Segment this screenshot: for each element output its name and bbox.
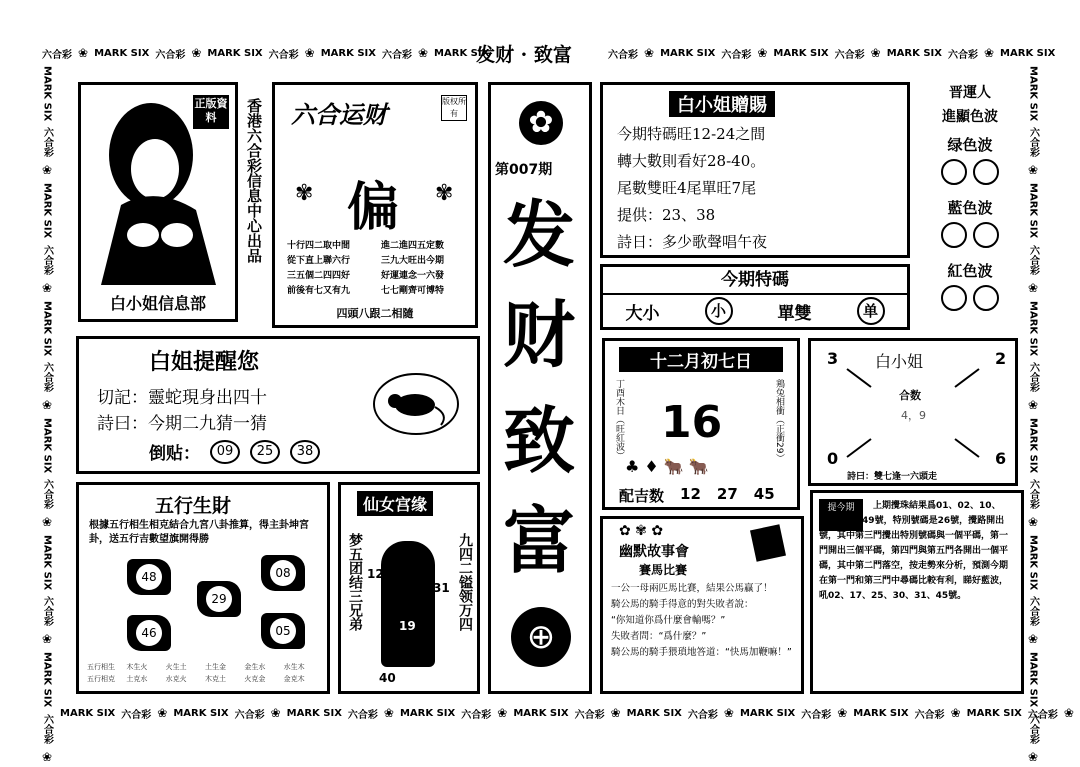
green-circle [973, 159, 999, 185]
compass-tr: 2 [995, 349, 1007, 368]
center-column [488, 82, 592, 694]
fairy-right-vert: 九四二镒领万四 [457, 533, 473, 631]
blue-circle [973, 222, 999, 248]
animal-icons: ♣ ♦ 🐂 🐂 [625, 457, 709, 476]
center-char-cai: 财 [503, 292, 576, 377]
fairy-num-3: 19 [399, 619, 416, 633]
swirl-right-icon: ✾ [435, 181, 454, 206]
green-circle [941, 159, 967, 185]
authentic-badge: 正版資料 [193, 95, 229, 129]
wuxing-flag: 46 [127, 615, 171, 651]
date-right-vert: 鶏兔相衝（正衝29） [774, 379, 784, 463]
odd-value: 单 [857, 297, 885, 325]
date-title: 十二月初七日 [619, 347, 783, 372]
date-panel [602, 338, 800, 510]
book-icon [750, 524, 786, 562]
fairy-panel [338, 482, 480, 694]
liuhe-footer: 四頭八跟二相隨 [336, 307, 414, 320]
hk-center-vertical: 香港六合彩信息中心出品 [245, 98, 263, 263]
story-body: 一公一母兩匹馬比賽，結果公馬贏了！ 騎公馬的騎手得意的對失敗者說： “你知道你爲什麼會輸嗎？” 失敗者問：“爲什麼？” 騎公馬的騎手猥瑣地答道：“快馬加鞭嘛！” [611, 583, 792, 658]
photo-panel [78, 82, 238, 322]
right-rail: MARK SIX 六合彩 ❀ MARK SIX 六合彩 ❀ MARK SIX 六合彩 ❀ MARK SIX 六合彩 ❀ MARK SIX 六合彩 ❀ MARK SIX 六合彩 ❀ [1026, 66, 1040, 764]
story-subtitle: 賽馬比賽 [639, 563, 688, 577]
bottom-rail: MARK SIX 六合彩 ❀ MARK SIX 六合彩 ❀ MARK SIX 六合彩 ❀ MARK SIX 六合彩 ❀ MARK SIX 六合彩 ❀ MARK SIX 六合彩 ❀ MARK SIX 六合彩 ❀ MARK SIX 六合彩 ❀ MARK SIX 六合彩 ❀ [60, 706, 1074, 721]
blue-circle [941, 222, 967, 248]
wuxing-flag: 08 [261, 555, 305, 591]
fairy-left-vert: 梦五团结三兄弟 [347, 533, 363, 631]
reminder-panel [76, 336, 480, 474]
reminder-line-1: 切記：靈蛇現身出四十 [97, 388, 267, 408]
dao-number: 25 [250, 440, 280, 464]
compass-panel [808, 338, 1018, 486]
flowers-icon: ✿ ✾ ✿ [619, 523, 664, 539]
compass-bl: 0 [827, 449, 839, 468]
wuxing-flag: 29 [197, 581, 241, 617]
dao-number: 09 [210, 440, 240, 464]
compass-poem: 詩曰：雙七逢一六頭走 [847, 472, 938, 482]
red-circle [941, 285, 967, 311]
reminder-line-2: 詩曰：今期二九猜一猜 [97, 414, 267, 434]
size-label: 大小 [625, 303, 660, 324]
hk-emblem-icon: ✿ [519, 101, 563, 145]
compass-heshu: 合数 [899, 389, 921, 402]
fairy-figure [381, 541, 435, 667]
blue-wave-label: 藍色波 [947, 199, 993, 217]
compass-arrows [811, 341, 1015, 483]
diving-helmet-icon: ⊕ [511, 607, 571, 667]
special-title: 今期特碼 [603, 267, 907, 295]
rat-icon [371, 369, 461, 439]
wuxing-title: 五行生財 [155, 495, 232, 517]
photo-caption: 白小姐信息部 [109, 294, 206, 313]
bai-gift-panel [600, 82, 910, 258]
bai-gift-title: 白小姐贈賜 [669, 91, 775, 117]
review-badge: 提今期 [819, 499, 863, 531]
compass-tl: 3 [827, 349, 839, 368]
liuhe-left-poem: 十行四二取中間 從下直上聯六行 三五個二四四好 前後有七又有九 [287, 241, 351, 296]
dao-number: 38 [290, 440, 320, 464]
wuxing-bottom: 五行相生 木生火 火生土 土生金 金生水 水生木 五行相克 土克水 水克火 木克土 火克金 金克木 [87, 663, 305, 683]
center-char-fa: 发 [503, 192, 576, 277]
wuxing-flag: 05 [261, 613, 305, 649]
compass-title: 白小姐 [875, 352, 924, 371]
color-title-2: 進顯色波 [942, 109, 998, 125]
color-waves-panel [922, 82, 1018, 330]
dao-tie-row: 倒贴： 09 25 38 [149, 439, 320, 464]
story-title: 幽默故事會 [619, 544, 689, 560]
fairy-title: 仙女宫缘 [357, 491, 433, 516]
liuhe-title: 六合运财 [291, 100, 387, 129]
swirl-left-icon: ✾ [295, 181, 314, 206]
liuhe-panel [272, 82, 478, 328]
liuhe-big-char: 偏 [347, 177, 400, 238]
liuhe-seal: 版权所有 [441, 95, 467, 121]
color-title-1: 晋運人 [949, 85, 991, 101]
wuxing-panel [76, 482, 330, 694]
special-code-panel [600, 264, 910, 330]
story-panel [600, 516, 804, 694]
wuxing-flag: 48 [127, 559, 171, 595]
fairy-num-4: 40 [379, 671, 396, 685]
center-char-zhi: 致 [503, 398, 576, 483]
compass-heshu-value: 4，9 [901, 409, 926, 422]
fairy-num-2: 31 [433, 581, 450, 595]
size-value: 小 [705, 297, 733, 325]
left-rail: MARK SIX 六合彩 ❀ MARK SIX 六合彩 ❀ MARK SIX 六合彩 ❀ MARK SIX 六合彩 ❀ MARK SIX 六合彩 ❀ MARK SIX 六合彩 ❀ [40, 66, 54, 764]
peiji-row: 配吉数 12 27 45 [619, 485, 775, 505]
center-char-fu: 富 [503, 498, 576, 583]
wuxing-desc: 根據五行相生相克結合九宮八卦推算，得主卦坤宮卦，送五行吉數望旗開得勝 [89, 520, 309, 545]
review-panel [810, 490, 1024, 694]
date-left-vert: 丁酉木日（旺紅波） [614, 379, 624, 460]
red-wave-label: 紅色波 [947, 262, 993, 280]
fairy-num-1: 12 [367, 567, 384, 581]
liuhe-right-poem: 進二進四五定數 三九大旺出今期 好運連念一六發 七七剛齊可博特 [381, 241, 445, 296]
odd-label: 單雙 [777, 303, 812, 324]
top-rail-right: 六合彩 ❀ MARK SIX 六合彩 ❀ MARK SIX 六合彩 ❀ MARK SIX 六合彩 ❀ MARK SIX [608, 46, 1056, 61]
top-rail: 六合彩 ❀ MARK SIX 六合彩 ❀ MARK SIX 六合彩 ❀ MARK SIX 六合彩 ❀ MARK SIX [42, 46, 490, 61]
top-banner: 发财 · 致富 [476, 44, 572, 66]
date-number: 16 [661, 397, 723, 448]
reminder-title: 白姐提醒您 [149, 349, 260, 375]
review-text: 上期攪珠結果爲01、02、10、23、32、49號，特別號碼是26號，攪路開出號，其中第三門攪出特別號碼與一個平碼，第一門開出三個平碼，第四門與第五門各開出一個平碼，其中第二門落空，按走勢來分析，預測今期在第一門和第三門中尋碼比較有利，睇好藍波，吼02、17、25、30、31、45號。 [819, 501, 1009, 601]
compass-br: 6 [995, 449, 1007, 468]
bai-gift-lines: 今期特碼旺12-24之間 轉大數則看好28-40。 尾數雙旺4尾單旺7尾 提供：23、38 詩日：多少歌聲唱午夜 [617, 125, 768, 251]
issue-number: 第007期 [495, 162, 553, 178]
green-wave-label: 绿色波 [947, 136, 993, 154]
red-circle [973, 285, 999, 311]
